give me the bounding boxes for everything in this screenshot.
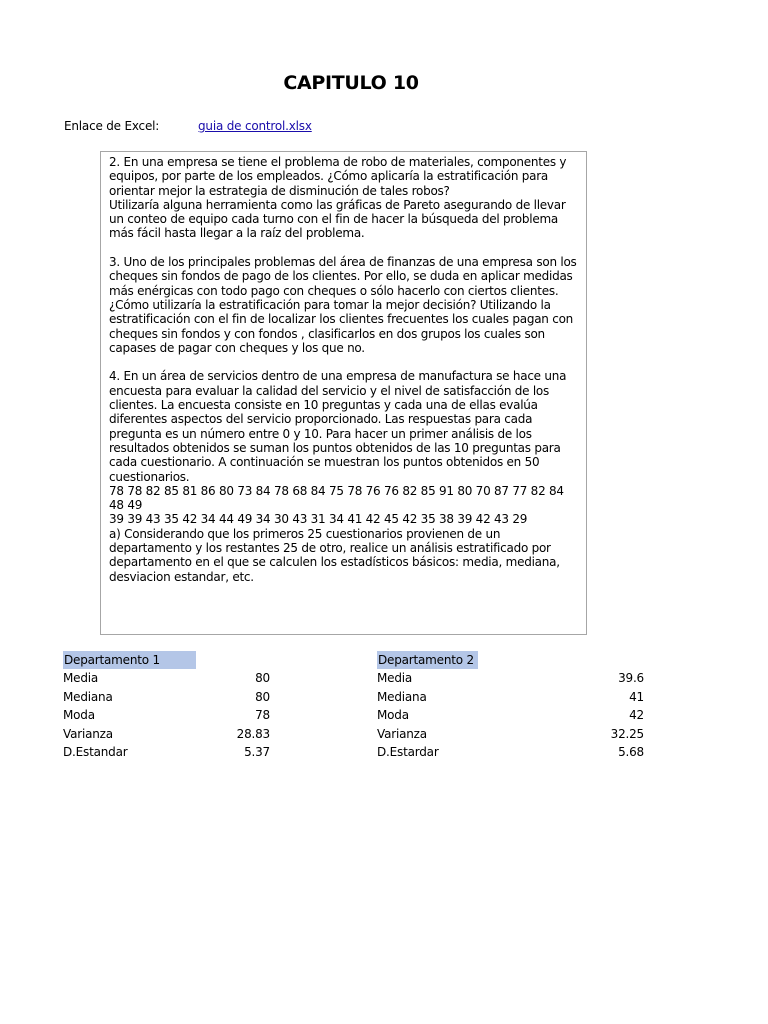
excel-file-link[interactable]: guia de control.xlsx [198, 119, 312, 133]
department-1-stats-table [63, 651, 270, 762]
stat-label: Varianza [377, 726, 427, 741]
stat-value: 28.83 [236, 726, 270, 741]
stat-label: D.Estandar [63, 745, 128, 759]
stat-label: Moda [63, 708, 95, 722]
stat-label: Media [377, 671, 413, 685]
stat-label: Moda [377, 708, 409, 722]
question-4-paragraph: 4. En un área de servicios dentro de una empresa de manufactura se hace una encuesta para evaluar la calidad del servicio y el nivel de satisfacción de los clientes. La encuesta consiste en 10 preguntas y cada una de ellas evalúa diferentes aspectos del servicio proporcionado. Las respuestas para cada pregunta es un número entre 0 y 10. Para hacer un primer análisis de los resultados obtenidos se suman los puntos obtenidos de las 10 preguntas para cada cuestionario. A continuación se muestran los puntos obtenidos en 50 cuestionarios. 78 78 82 85 81 86 80 73 84 78 68 84 75 78 76 76 82 85 91 80 70 87 77 82 84 48 49 39 39 43 35 42 34 44 49 34 30 43 31 34 41 42 45 42 35 38 39 42 43 29 a) Considerando que los primeros 25 cuestionarios provienen de un departamento y los restantes 25 de otro, realice un análisis estratificado por departamento en el que se calculen los estadísticos básicos: media, mediana, desviacion estandar, etc. [109, 369, 567, 584]
stats-row-mediana [377, 688, 644, 707]
questions-text-box [100, 151, 587, 635]
stat-label: Mediana [377, 689, 427, 704]
stats-row-varianza [63, 725, 270, 744]
stat-label: D.Estardar [377, 745, 439, 759]
department-2-stats-table [377, 651, 644, 762]
stat-value: 80 [255, 689, 270, 704]
stat-value: 39.6 [618, 671, 644, 685]
stats-row-media [63, 669, 270, 688]
page-title: CAPITULO 10 [283, 72, 419, 94]
stat-value: 32.25 [610, 726, 644, 741]
stat-label: Media [63, 671, 99, 685]
stat-value: 5.37 [244, 745, 270, 759]
stat-label: Varianza [63, 726, 113, 741]
stats-row-moda [377, 706, 644, 725]
stats-row-desviacion [377, 743, 644, 762]
department-1-header: Departamento 1 [63, 651, 196, 669]
question-2-paragraph: 2. En una empresa se tiene el problema de robo de materiales, componentes y equipos, por parte de los empleados. ¿Cómo aplicaría la estratificación para orientar mejor la estrategia de disminución de tales robos? Utilizaría alguna herramienta como las gráficas de Pareto asegurando de llevar un conteo de equipo cada turno con el fin de hacer la búsqueda del problema más fácil hasta llegar a la raíz del problema. [109, 155, 567, 241]
stats-row-varianza [377, 725, 644, 744]
stats-row-moda [63, 706, 270, 725]
stat-value: 42 [629, 708, 644, 722]
stats-row-desviacion [63, 743, 270, 762]
stats-row-media [377, 669, 644, 688]
stat-value: 80 [255, 671, 270, 685]
stat-label: Mediana [63, 689, 113, 704]
department-2-header: Departamento 2 [377, 651, 478, 669]
question-3-paragraph: 3. Uno de los principales problemas del área de finanzas de una empresa son los cheques sin fondos de pago de los clientes. Por ello, se duda en aplicar medidas más enérgicas con todo pago con cheques o sólo hacerlo con ciertos clientes. ¿Cómo utilizaría la estratificación para tomar la mejor decisión? Utilizando la estratificación con el fin de localizar los clientes frecuentes los cuales pagan con cheques sin fondos y con fondos , clasificarlos en dos grupos los cuales son capases de pagar con cheques y los que no. [109, 255, 577, 355]
stat-value: 5.68 [618, 745, 644, 759]
stats-row-mediana [63, 688, 270, 707]
excel-link-label: Enlace de Excel: [64, 119, 160, 133]
stat-value: 41 [629, 689, 644, 704]
stat-value: 78 [255, 708, 270, 722]
